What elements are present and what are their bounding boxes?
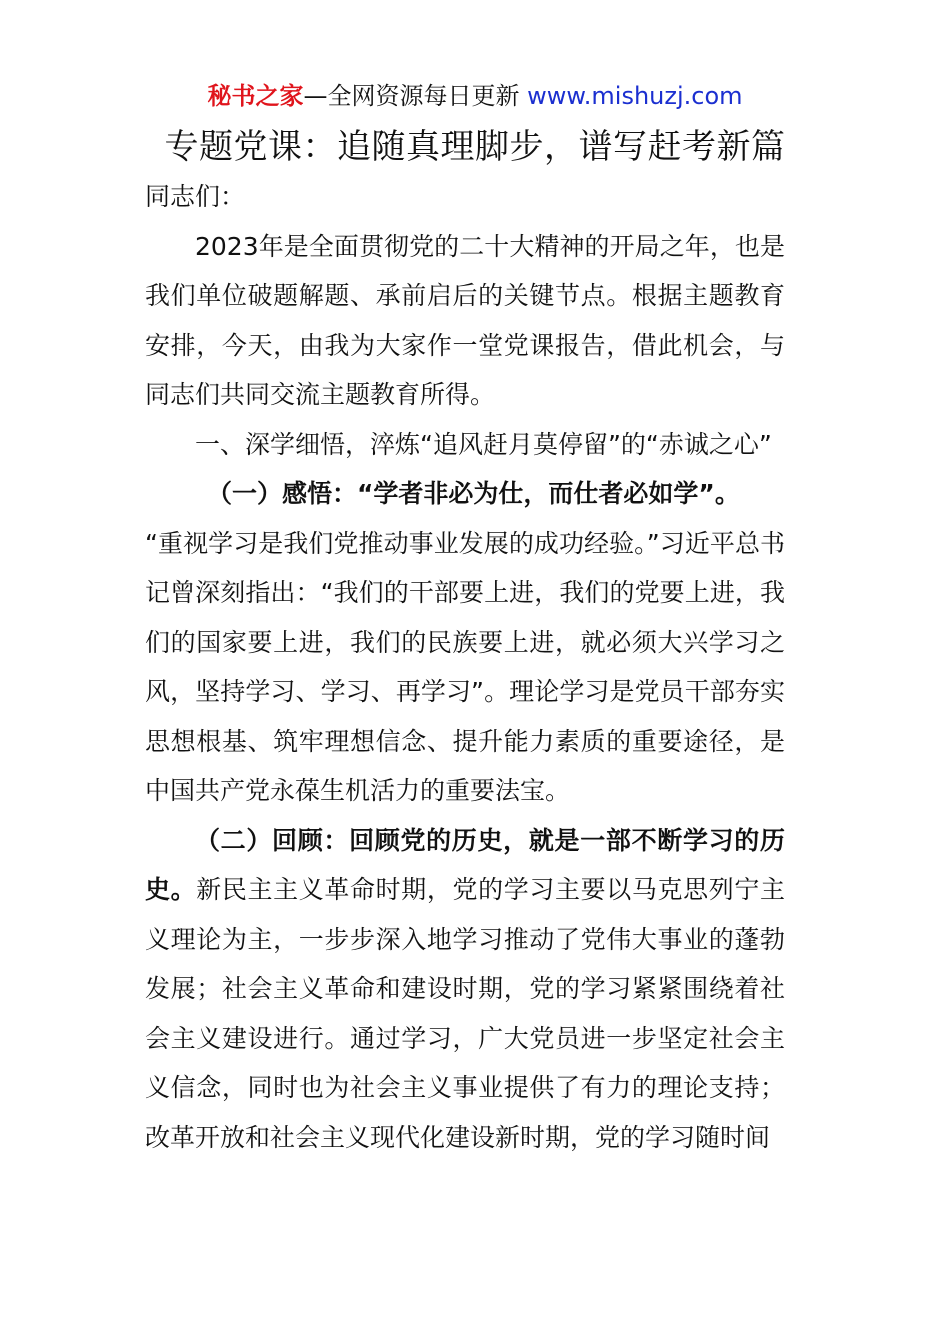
salutation: 同志们：	[145, 182, 246, 211]
site-url[interactable]: www.mishuzj.com	[527, 82, 743, 110]
subsection-1	[145, 469, 785, 816]
section-heading-1: 一、深学细悟，淬炼“追风赶月莫停留”的“赤诚之心”	[195, 429, 772, 459]
document-body	[145, 172, 785, 1162]
header-slogan: —全网资源每日更新	[303, 82, 520, 110]
subsection-text-2: 新民主主义革命时期，党的学习主要以马克思列宁主义理论为主，一步步深入地学习推动了党伟大事业的蓬勃发展；社会主义革命和建设时期，党的学习紧紧围绕着社会主义建设进行。通过学习，广大党员进一步坚定社会主义信念，同时也为社会主义事业提供了有力的理论支持；改革开放和社会主义现代化建设新时期，党的学习随时间	[145, 875, 785, 1152]
subsection-2	[145, 816, 785, 1163]
subsection-text-1: “重视学习是我们党推动事业发展的成功经验。”习近平总书记曾深刻指出：“我们的干部要上进，我们的党要上进，我们的国家要上进，我们的民族要上进，就必须大兴学习之风，坚持学习、学习、再学习”。理论学习是党员干部夯实思想根基、筑牢理想信念、提升能力素质的重要途径，是中国共产党永葆生机活力的重要法宝。	[145, 528, 785, 805]
subsection-heading-2: （二）回顾：回顾党的历史，就是一部不断学习的历史。	[145, 825, 785, 904]
subsection-heading-1: （一）感悟：“学者非必为仕，而仕者必如学”。	[207, 479, 740, 508]
document-title: 专题党课：追随真理脚步，谱写赶考新篇	[164, 127, 786, 167]
site-header	[0, 80, 950, 112]
brand-name: 秘书之家	[207, 82, 304, 110]
intro-paragraph: 2023年是全面贯彻党的二十大精神的开局之年，也是我们单位破题解题、承前启后的关键节点。根据主题教育安排，今天，由我为大家作一堂党课报告，借此机会，与同志们共同交流主题教育所得。	[145, 231, 785, 409]
